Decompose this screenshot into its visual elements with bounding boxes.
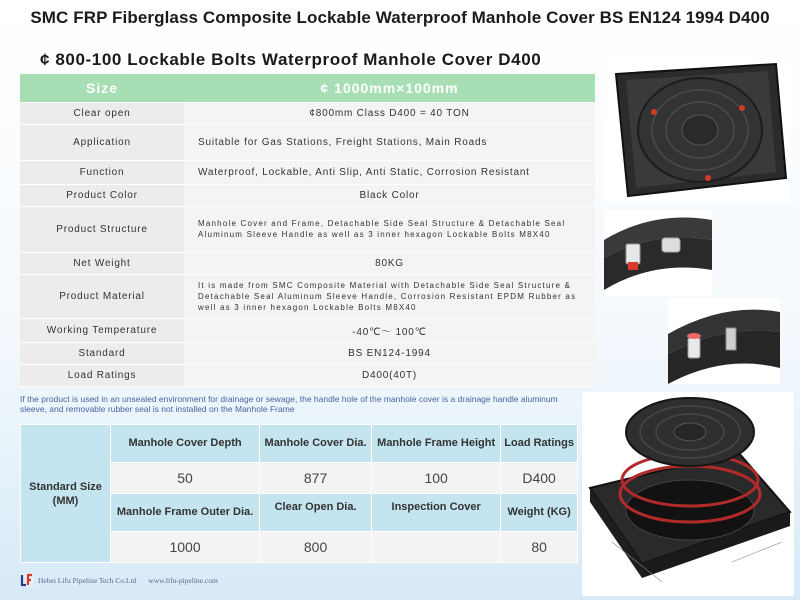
std-header-cell: Manhole Frame Height [372,425,501,463]
std-header-cell: Load Ratings [501,425,578,463]
spec-row-clear-open [20,102,595,124]
spec-row-structure [20,206,595,252]
page-title: SMC FRP Fiberglass Composite Lockable Waterproof Manhole Cover BS EN124 1994 D400 [30,8,770,27]
std-header-cell: Clear Open Dia. [260,494,372,532]
spec-table [20,74,595,387]
spec-value: It is made from SMC Composite Material with Detachable Side Seal Structure & Detachable Seal Aluminum Sleeve Handle, Corrosion Resistant EPDM Rubber as well as 3 inner hexagon Lockable Bolts M8X40 [184,274,595,318]
standard-size-table [20,424,578,563]
footer [20,572,218,588]
spec-value: ¢800mm Class D400 = 40 TON [184,102,595,124]
spec-value: Manhole Cover and Frame, Detachable Side Seal Structure & Detachable Seal Aluminum Sleeve Handle as well as 3 inner hexagon Lockable Bolts M8X40 [184,206,595,252]
spec-value: BS EN124-1994 [184,342,595,364]
spec-label: Application [20,124,184,160]
usage-note: If the product is used in an unsealed environment for drainage or sewage, the handle hole of the manhole cover is a drainage handle aluminum sleeve, and removable rubber seal is not installed on the Manhole Frame [20,394,558,414]
std-value-cell: 1000 [111,532,260,563]
spec-row-application [20,124,595,160]
spec-row-temperature [20,318,595,342]
spec-label: Standard [20,342,184,364]
spec-row-color [20,184,595,206]
std-header-cell: Manhole Cover Dia. [260,425,372,463]
bolt-detail-photo [668,298,780,384]
spec-row-weight [20,252,595,274]
std-header-cell: Manhole Frame Outer Dia. [111,494,260,532]
company-logo-icon [20,573,34,587]
round-cover-exploded-photo [582,392,794,596]
spec-label: Product Color [20,184,184,206]
spec-label: Product Structure [20,206,184,252]
std-value-cell: 800 [260,532,372,563]
product-subtitle: ¢ 800-100 Lockable Bolts Waterproof Manhole Cover D400 [40,50,542,69]
spec-row-material [20,274,595,318]
spec-value: 80KG [184,252,595,274]
std-header-row-1 [21,425,578,463]
spec-value: -40℃～ 100℃ [184,318,595,342]
spec-row-load [20,364,595,386]
company-website: www.lifu-pipeline.com [148,575,218,585]
spec-label: Function [20,160,184,184]
standard-size-label: Standard Size (MM) [21,425,111,563]
seal-detail-photo [604,210,712,296]
size-label: Size [20,74,184,102]
spec-value: Black Color [184,184,595,206]
square-cover-photo [604,60,790,202]
std-value-cell: 50 [111,463,260,494]
spec-label: Net Weight [20,252,184,274]
spec-label: Load Ratings [20,364,184,386]
std-value-cell: 877 [260,463,372,494]
std-header-cell: Manhole Cover Depth [111,425,260,463]
spec-value: Waterproof, Lockable, Anti Slip, Anti Static, Corrosion Resistant [184,160,595,184]
std-value-cell [372,532,501,563]
spec-label: Product Material [20,274,184,318]
spec-label: Clear open [20,102,184,124]
std-header-cell: Inspection Cover [372,494,501,532]
std-value-cell: 100 [372,463,501,494]
std-value-cell: 80 [501,532,578,563]
spec-header-row [20,74,595,102]
spec-row-standard [20,342,595,364]
size-value: ¢ 1000mm×100mm [184,74,595,102]
spec-label: Working Temperature [20,318,184,342]
spec-row-function [20,160,595,184]
spec-value: D400(40T) [184,364,595,386]
spec-value: Suitable for Gas Stations, Freight Stations, Main Roads [184,124,595,160]
std-value-cell: D400 [501,463,578,494]
company-name: Hebei Lifu Pipeline Tech Co.Ltd [38,575,137,585]
std-header-cell: Weight (KG) [501,494,578,532]
